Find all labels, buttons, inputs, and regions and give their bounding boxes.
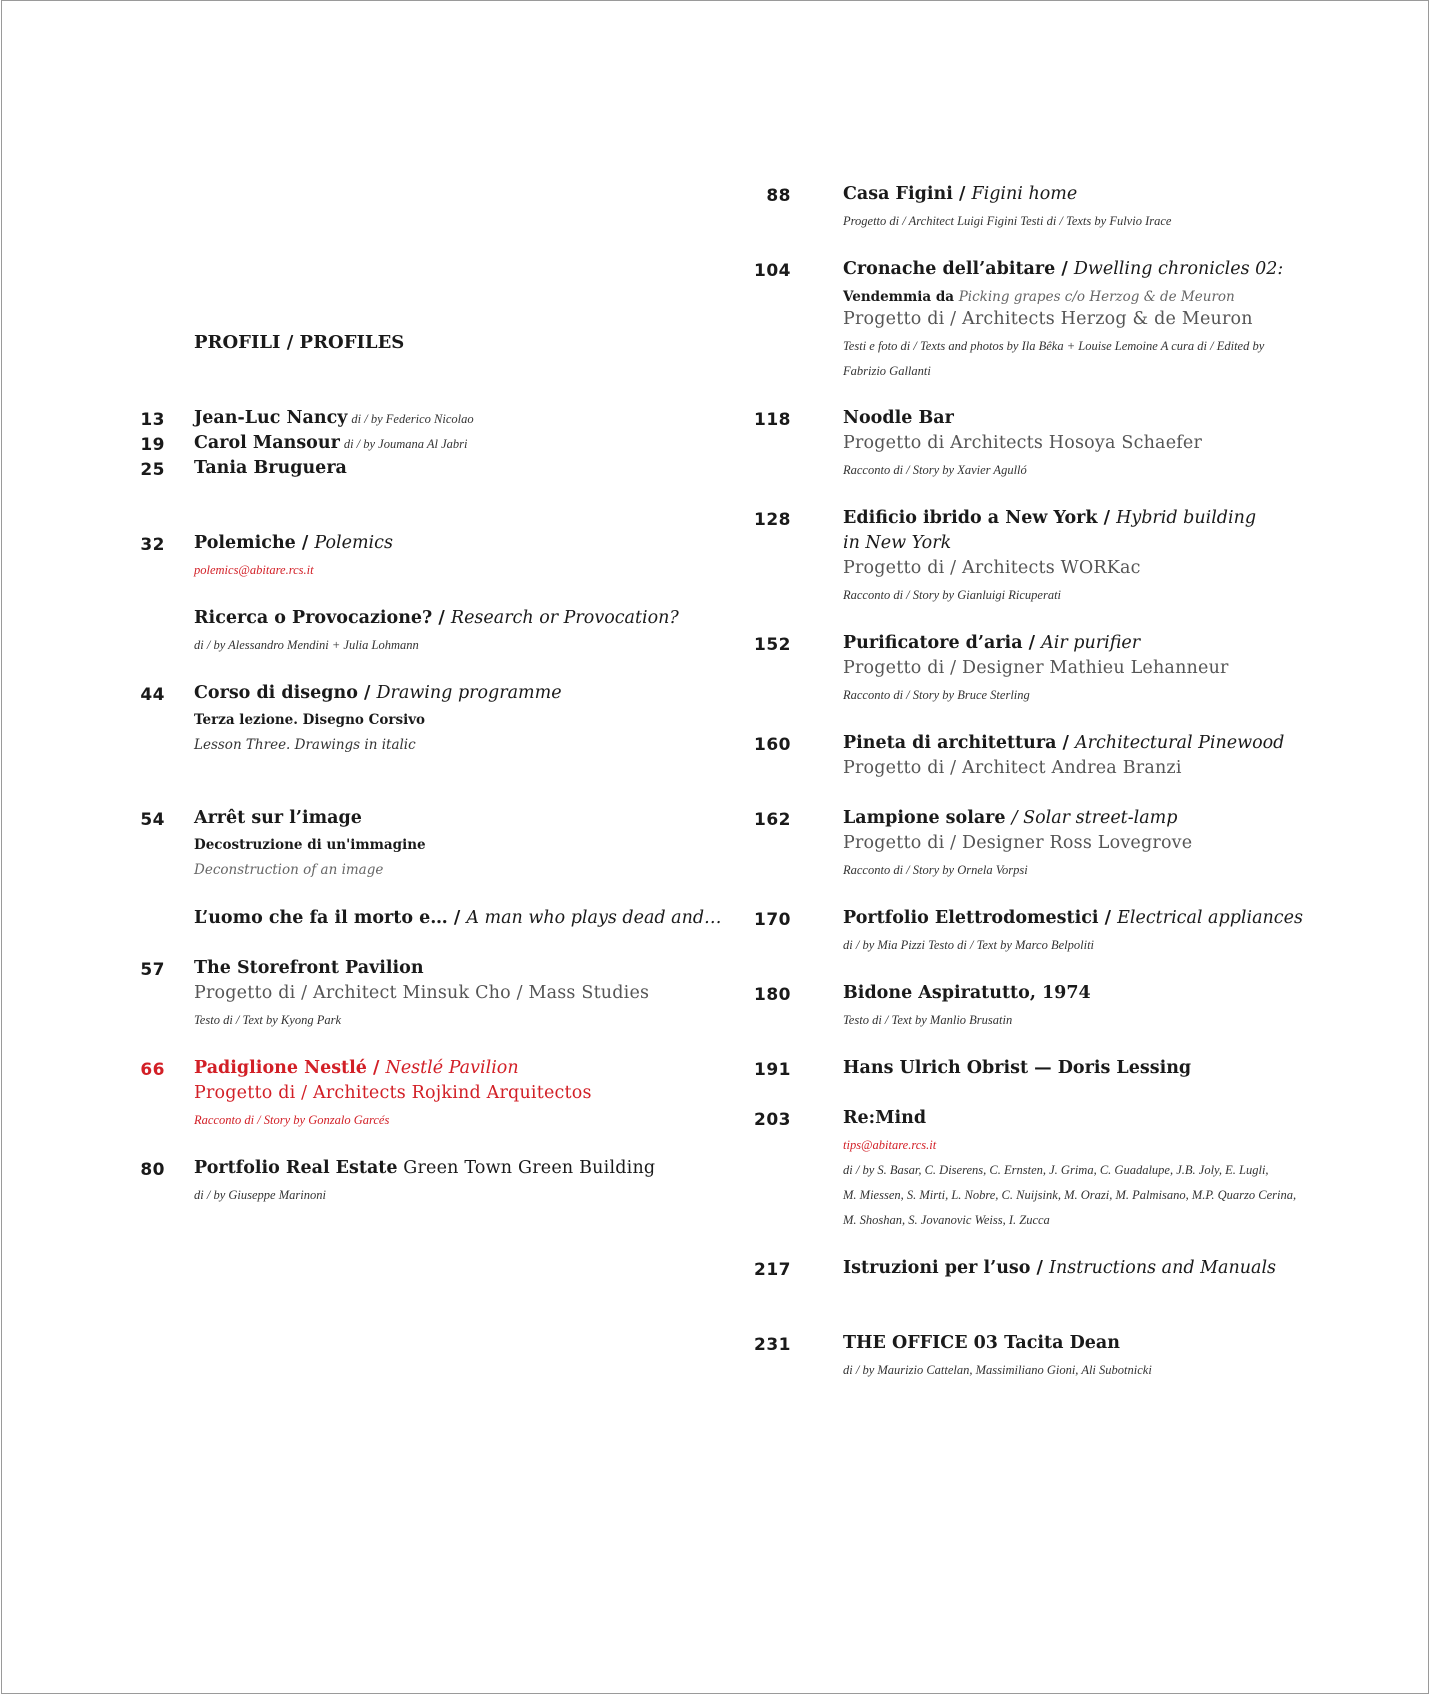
entry-subtitle-italic: Lesson Three. Drawings in italic <box>194 737 416 753</box>
page-number: 80 <box>140 1160 165 1180</box>
entry-title-uomo[interactable]: L’uomo che fa il morto e… / A man who plays dead and… <box>194 908 722 928</box>
page-number: 160 <box>754 735 791 755</box>
entry-subtitle: Vendemmia da Picking grapes c/o Herzog & de Meuron <box>843 289 1235 305</box>
entry-project: Progetto di / Architect Minsuk Cho / Mass Studies <box>194 983 650 1003</box>
profile-name: Jean-Luc Nancy <box>194 408 348 428</box>
entry-title-figini[interactable]: Casa Figini / Figini home <box>843 184 1078 204</box>
entry-project: Progetto di / Designer Mathieu Lehanneur <box>843 658 1229 678</box>
entry-title-istruzioni[interactable]: Istruzioni per l’uso / Instructions and Manuals <box>843 1258 1277 1278</box>
entry-title-lampione[interactable]: Lampione solare / Solar street-lamp <box>843 808 1178 828</box>
entry-project: Progetto di / Designer Ross Lovegrove <box>843 833 1193 853</box>
entry-project: Progetto di / Architects WORKac <box>843 558 1141 578</box>
entry-subtitle: Decostruzione di un'immagine <box>194 837 426 853</box>
entry-title-polemiche[interactable]: Polemiche / Polemics <box>194 533 393 553</box>
page-number: 32 <box>140 535 165 555</box>
entry-title-ricerca[interactable]: Ricerca o Provocazione? / Research or Provocation? <box>194 608 679 628</box>
entry-credit: Fabrizio Gallanti <box>843 364 931 378</box>
page-number: 104 <box>754 261 791 281</box>
profile-credit: di / by Federico Nicolao <box>351 412 474 426</box>
page-number: 231 <box>754 1335 791 1355</box>
entry-credit: M. Miessen, S. Mirti, L. Nobre, C. Nuijsink, M. Orazi, M. Palmisano, M.P. Quarzo Cerina, <box>843 1188 1297 1202</box>
page-number: 19 <box>140 435 165 455</box>
entry-credit: Testi e foto di / Texts and photos by Ila Bêka + Louise Lemoine A cura di / Edited by <box>843 339 1265 353</box>
entry-credit: di / by Giuseppe Marinoni <box>194 1188 326 1202</box>
entry-subtitle-italic: Deconstruction of an image <box>194 862 384 878</box>
entry-project: Progetto di / Architects Herzog & de Meuron <box>843 309 1253 329</box>
entry-title-storefront[interactable]: The Storefront Pavilion <box>194 958 424 978</box>
entry-project: Progetto di / Architects Rojkind Arquitectos <box>194 1083 592 1103</box>
entry-credit: Racconto di / Story by Bruce Sterling <box>843 688 1030 702</box>
entry-title-cronache[interactable]: Cronache dell’abitare / Dwelling chronicles 02: <box>843 259 1284 279</box>
page-number: 54 <box>140 810 165 830</box>
entry-title-noodle[interactable]: Noodle Bar <box>843 408 954 428</box>
entry-title-remind[interactable]: Re:Mind <box>843 1108 927 1128</box>
entry-credit: Racconto di / Story by Gonzalo Garcés <box>194 1113 390 1127</box>
profile-credit: di / by Joumana Al Jabri <box>343 437 468 451</box>
page-number: 66 <box>140 1060 165 1080</box>
entry-title-bidone[interactable]: Bidone Aspiratutto, 1974 <box>843 983 1091 1003</box>
entry-title-elettrodomestici[interactable]: Portfolio Elettrodomestici / Electrical appliances <box>843 908 1303 928</box>
entry-title-obrist[interactable]: Hans Ulrich Obrist — Doris Lessing <box>843 1058 1192 1078</box>
page-number: 13 <box>140 410 165 430</box>
page-number: 180 <box>754 985 791 1005</box>
page-number: 191 <box>754 1060 791 1080</box>
entry-project: Progetto di Architects Hosoya Schaefer <box>843 433 1203 453</box>
page-number: 57 <box>140 960 165 980</box>
page-number: 44 <box>140 685 165 705</box>
entry-title-realestate[interactable]: Portfolio Real Estate Green Town Green Building <box>194 1158 656 1178</box>
page-number: 203 <box>754 1110 791 1130</box>
profile-name: Tania Bruguera <box>194 458 347 478</box>
profile-entry-nancy[interactable] <box>194 408 474 428</box>
tips-email-link[interactable]: tips@abitare.rcs.it <box>843 1138 937 1152</box>
entry-credit: di / by Alessandro Mendini + Julia Lohmann <box>194 638 419 652</box>
entry-credit: di / by Maurizio Cattelan, Massimiliano Gioni, Ali Subotnicki <box>843 1363 1152 1377</box>
page-number: 128 <box>754 510 791 530</box>
page-number: 88 <box>766 186 791 206</box>
page-number: 152 <box>754 635 791 655</box>
entry-credit: Racconto di / Story by Ornela Vorpsi <box>843 863 1028 877</box>
entry-title-office[interactable]: THE OFFICE 03 Tacita Dean <box>843 1333 1120 1353</box>
entry-project: Progetto di / Architect Andrea Branzi <box>843 758 1182 778</box>
entry-title-ibrido[interactable]: Edificio ibrido a New York / Hybrid building <box>843 508 1257 528</box>
entry-title-pineta[interactable]: Pineta di architettura / Architectural Pinewood <box>843 733 1285 753</box>
entry-subtitle: Terza lezione. Disegno Corsivo <box>194 712 426 728</box>
polemics-email-link[interactable]: polemics@abitare.rcs.it <box>194 563 314 577</box>
page-number: 118 <box>754 410 791 430</box>
magazine-contents-page <box>1 0 1429 1694</box>
page-number: 217 <box>754 1260 791 1280</box>
entry-title-arret[interactable]: Arrêt sur l’image <box>194 808 362 828</box>
entry-credit: di / by Mia Pizzi Testo di / Text by Marco Belpoliti <box>843 938 1095 952</box>
profiles-heading: PROFILI / PROFILES <box>194 332 405 353</box>
page-number: 25 <box>140 460 165 480</box>
entry-credit: Racconto di / Story by Gianluigi Ricuperati <box>843 588 1062 602</box>
entry-credit: Testo di / Text by Manlio Brusatin <box>843 1013 1013 1027</box>
entry-credit: Racconto di / Story by Xavier Agulló <box>843 463 1027 477</box>
entry-credit: di / by S. Basar, C. Diserens, C. Ernsten, J. Grima, C. Guadalupe, J.B. Joly, E. Lugli, <box>843 1163 1269 1177</box>
profile-entry-bruguera[interactable] <box>194 458 347 478</box>
entry-title-purificatore[interactable]: Purificatore d’aria / Air purifier <box>843 633 1141 653</box>
profile-entry-mansour[interactable] <box>194 433 468 453</box>
entry-title-nestle[interactable]: Padiglione Nestlé / Nestlé Pavilion <box>194 1058 519 1078</box>
page-number: 162 <box>754 810 791 830</box>
entry-credit: Progetto di / Architect Luigi Figini Testi di / Texts by Fulvio Irace <box>843 214 1172 228</box>
entry-credit: M. Shoshan, S. Jovanovic Weiss, I. Zucca <box>843 1213 1050 1227</box>
entry-title-corso[interactable]: Corso di disegno / Drawing programme <box>194 683 562 703</box>
entry-credit: Testo di / Text by Kyong Park <box>194 1013 341 1027</box>
page-number: 170 <box>754 910 791 930</box>
entry-title-continued: in New York <box>843 533 952 553</box>
profile-name: Carol Mansour <box>194 433 340 453</box>
